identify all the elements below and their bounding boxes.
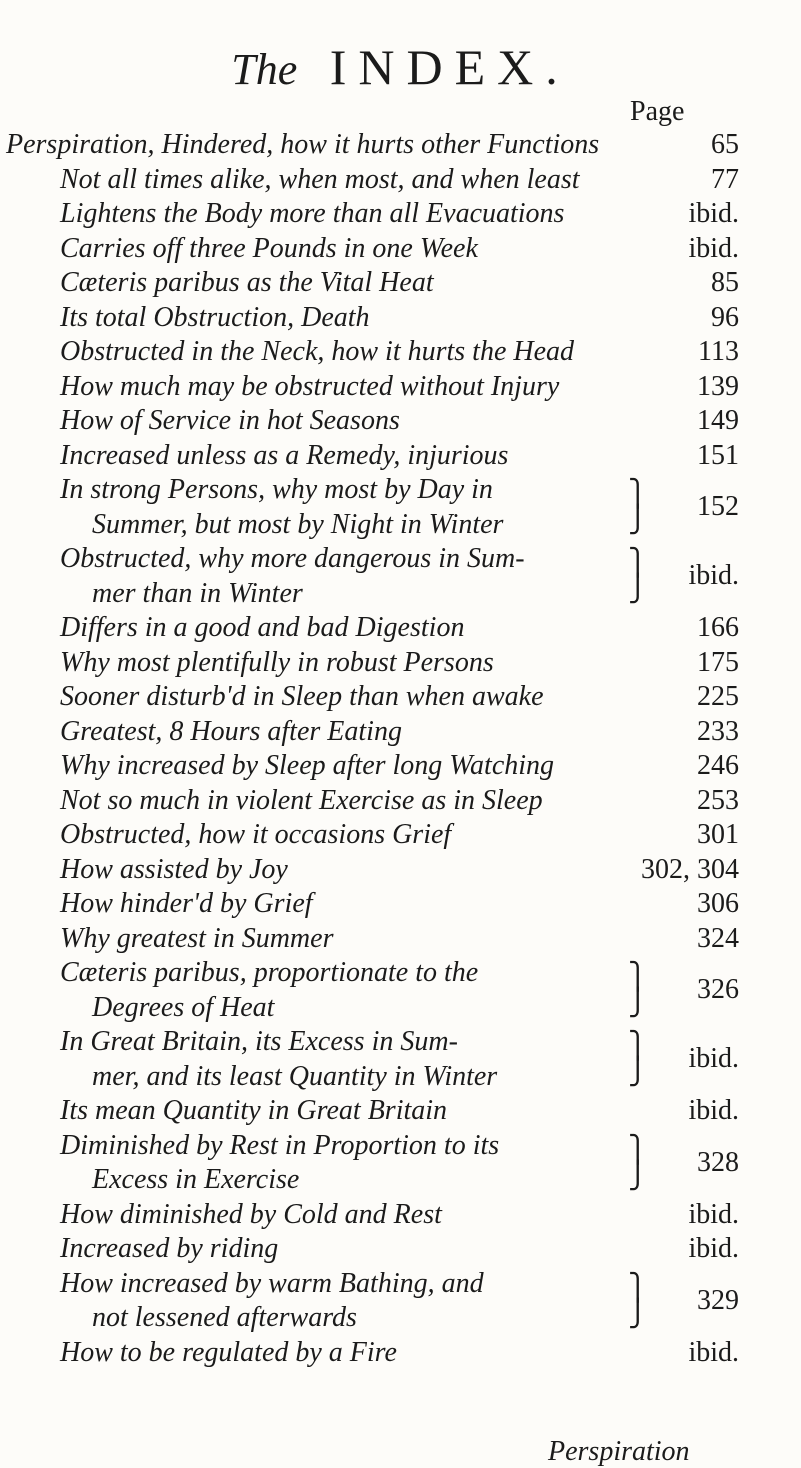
catchword: Perspiration <box>548 1436 690 1467</box>
entry-text: How diminished by Cold and Rest <box>60 1198 442 1230</box>
index-entry <box>0 1336 801 1371</box>
entry-page: 85 <box>711 267 739 298</box>
entry-page: 77 <box>711 163 739 195</box>
index-entry <box>0 715 801 750</box>
entry-text: How assisted by Joy <box>60 853 288 885</box>
entry-text: How hinder'd by Grief <box>60 888 313 919</box>
entry-text-line1: In Great Britain, its Excess in Sum- <box>60 1026 458 1057</box>
entry-page: 225 <box>697 681 739 712</box>
index-entry <box>0 922 801 957</box>
entry-page: 166 <box>697 612 739 643</box>
entry-page: ibid. <box>688 1336 739 1368</box>
index-entry <box>0 1232 801 1267</box>
brace-glyph: ⎫ ⎭ <box>628 479 648 534</box>
entry-text: Perspiration, Hindered, how it hurts other Functions <box>6 129 600 160</box>
entry-page: ibid. <box>688 560 739 591</box>
index-entry <box>0 163 801 198</box>
entry-text-line2: Excess in Exercise <box>92 1164 300 1195</box>
index-entry <box>0 611 801 646</box>
index-entry <box>0 887 801 922</box>
entry-page: 302, 304 <box>641 853 739 885</box>
entry-text: Increased unless as a Remedy, injurious <box>60 439 509 471</box>
entry-page: 253 <box>697 784 739 816</box>
index-entry <box>0 301 801 336</box>
entry-text-line2: mer than in Winter <box>92 577 303 609</box>
entry-text-line2: Summer, but most by Night in Winter <box>92 508 504 540</box>
entry-text: Lightens the Body more than all Evacuations <box>60 198 565 229</box>
entry-page: 301 <box>697 819 739 850</box>
entry-page: 324 <box>697 922 739 954</box>
index-entry <box>0 473 801 542</box>
entry-text: Not so much in violent Exercise as in Sleep <box>60 784 543 816</box>
entry-text: Greatest, 8 Hours after Eating <box>60 715 402 747</box>
entry-page: ibid. <box>688 198 739 229</box>
entry-page: ibid. <box>688 1233 739 1264</box>
entry-text: How of Service in hot Seasons <box>60 405 400 436</box>
index-entries <box>0 128 801 1370</box>
entry-text-line1: How increased by warm Bathing, and <box>60 1267 484 1299</box>
entry-page: 306 <box>697 888 739 919</box>
index-entry <box>0 370 801 405</box>
entry-text: Not all times alike, when most, and when least <box>60 163 580 195</box>
entry-page: 329 <box>697 1284 739 1316</box>
index-entry <box>0 818 801 853</box>
index-entry <box>0 335 801 370</box>
index-entry <box>0 232 801 267</box>
entry-page: 152 <box>697 491 739 522</box>
entry-page: ibid. <box>688 1198 739 1230</box>
entry-text: Carries off three Pounds in one Week <box>60 232 478 264</box>
index-entry <box>0 197 801 232</box>
brace-glyph: ⎫ ⎭ <box>628 962 648 1017</box>
index-entry <box>0 956 801 1025</box>
brace-glyph: ⎫ ⎭ <box>628 548 648 603</box>
brace-glyph: ⎫ ⎭ <box>628 1031 648 1086</box>
entry-page: 149 <box>697 405 739 436</box>
index-entry <box>0 1025 801 1094</box>
entry-text: Increased by riding <box>60 1233 279 1264</box>
header-the: The <box>231 45 298 94</box>
index-entry <box>0 1129 801 1198</box>
entry-text-line1: Obstructed, why more dangerous in Sum- <box>60 543 525 574</box>
header-title: INDEX. <box>329 39 570 95</box>
entry-text: Sooner disturb'd in Sleep than when awake <box>60 681 544 712</box>
entry-text-line1: Cæteris paribus, proportionate to the <box>60 957 479 988</box>
entry-text-line1: Diminished by Rest in Proportion to its <box>60 1129 500 1161</box>
entry-page: 96 <box>711 301 739 333</box>
entry-text-line2: Degrees of Heat <box>92 991 275 1023</box>
entry-page: 151 <box>697 439 739 471</box>
page-header <box>0 39 801 95</box>
index-entry <box>0 542 801 611</box>
index-entry <box>0 1267 801 1336</box>
entry-text: Why most plentifully in robust Persons <box>60 646 494 678</box>
entry-page: 328 <box>697 1146 739 1178</box>
index-entry <box>0 853 801 888</box>
index-entry <box>0 266 801 301</box>
index-entry <box>0 680 801 715</box>
index-entry <box>0 784 801 819</box>
entry-page: 65 <box>711 129 739 160</box>
index-entry <box>0 128 801 163</box>
index-entry <box>0 749 801 784</box>
index-entry <box>0 404 801 439</box>
entry-text: Its mean Quantity in Great Britain <box>60 1095 448 1126</box>
entry-text: Its total Obstruction, Death <box>60 301 370 333</box>
index-entry <box>0 1094 801 1129</box>
index-entry <box>0 646 801 681</box>
entry-text: Differs in a good and bad Digestion <box>60 612 465 643</box>
entry-page: 233 <box>697 715 739 747</box>
page-column-label: Page <box>630 96 685 127</box>
entry-text: Cæteris paribus as the Vital Heat <box>60 267 434 298</box>
entry-text-line2: mer, and its least Quantity in Winter <box>92 1060 498 1092</box>
entry-text: Why greatest in Summer <box>60 922 334 954</box>
entry-page: 246 <box>697 750 739 781</box>
entry-text: How to be regulated by a Fire <box>60 1336 397 1368</box>
entry-text: Why increased by Sleep after long Watching <box>60 750 555 781</box>
entry-page: ibid. <box>688 1095 739 1126</box>
entry-page: 326 <box>697 974 739 1005</box>
entry-page: ibid. <box>688 1043 739 1074</box>
entry-text: Obstructed, how it occasions Grief <box>60 819 452 850</box>
index-entry <box>0 1198 801 1233</box>
entry-page: 175 <box>697 646 739 678</box>
entry-text-line1: In strong Persons, why most by Day in <box>60 474 493 505</box>
entry-text-line2: not lessened afterwards <box>92 1302 357 1333</box>
brace-glyph: ⎫ ⎭ <box>628 1134 648 1190</box>
entry-page: 139 <box>697 370 739 402</box>
entry-page: 113 <box>698 336 739 367</box>
entry-page: ibid. <box>688 232 739 264</box>
index-entry <box>0 439 801 474</box>
entry-text: Obstructed in the Neck, how it hurts the Head <box>60 336 575 367</box>
entry-text: How much may be obstructed without Injury <box>60 370 560 402</box>
brace-glyph: ⎫ ⎭ <box>628 1272 648 1328</box>
